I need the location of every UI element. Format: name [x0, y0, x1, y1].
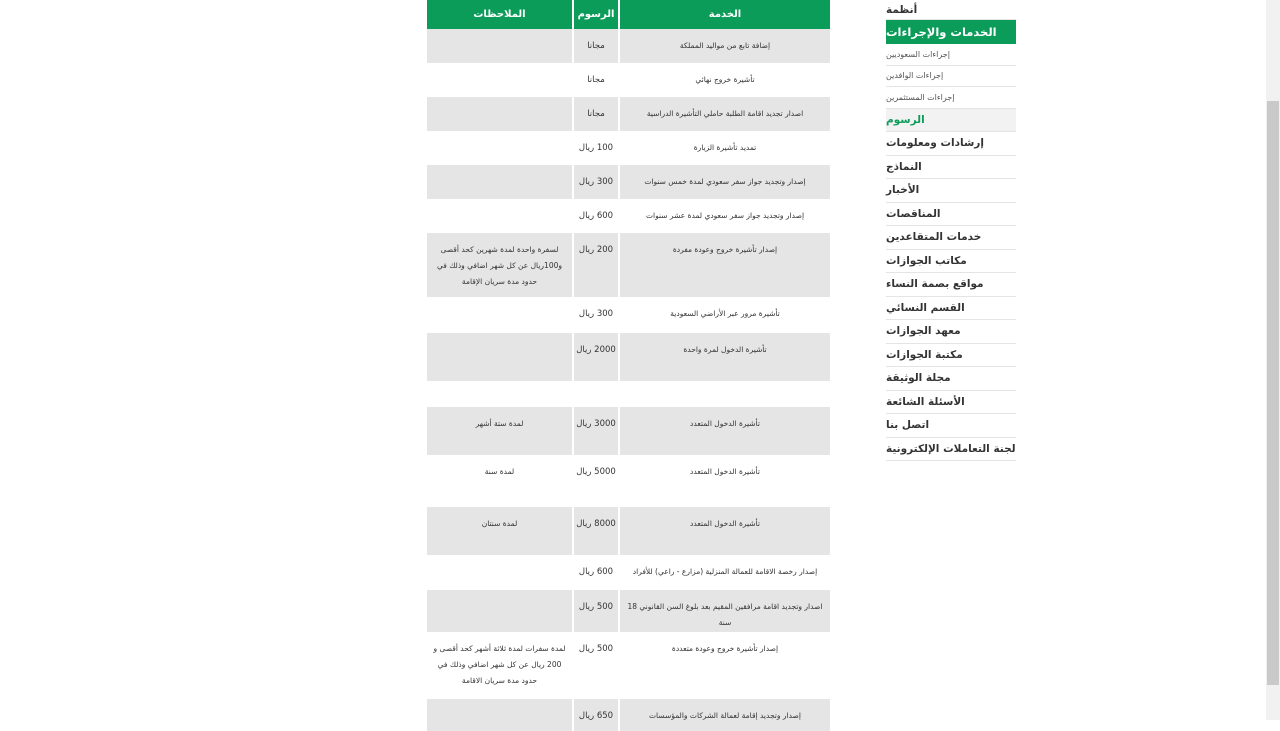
cell-fee: 650 ريال — [574, 699, 618, 731]
cell-notes — [427, 199, 572, 233]
cell-fee: 200 ريال — [574, 233, 618, 297]
cell-notes: لمدة سنتان — [427, 507, 572, 555]
cell-service: تأشيرة خروج نهائي — [695, 75, 755, 84]
subnav-item-saudi-procedures[interactable]: إجراءات السعوديين — [886, 44, 1016, 66]
cell-service: اصدار تجديد اقامة الطلبة حاملي التأشيرة الدراسية — [620, 97, 830, 131]
subnav-item-expat-procedures[interactable]: إجراءات الوافدين — [886, 66, 1016, 88]
nav-item-forms[interactable]: النماذج — [886, 156, 1016, 180]
cell-notes: لسفرة واحدة لمدة شهرين كحد أقصى و100ريال عن كل شهر اضافي وذلك في حدود مدة سريان الإقامة — [427, 233, 572, 297]
cell-fee: 100 ريال — [578, 143, 614, 153]
nav-item-retirees[interactable]: خدمات المتقاعدين — [886, 226, 1016, 250]
cell-fee: 8000 ريال — [574, 507, 618, 555]
table-row — [427, 507, 830, 555]
sidebar-nav — [886, 0, 1016, 461]
nav-item-e-transactions[interactable]: لجنة التعاملات الإلكترونية — [886, 438, 1016, 462]
cell-service: تأشيرة الدخول المتعدد — [690, 467, 760, 476]
cell-service: تأشيرة مرور عبر الأراضي السعودية — [670, 309, 780, 318]
cell-service: إصدار وتجديد إقامة لعمالة الشركات والمؤسسات — [620, 699, 830, 731]
cell-service: تأشيرة الدخول المتعدد — [620, 407, 830, 455]
cell-service: إصدار وتجديد جواز سفر سعودي لمدة عشر سنوات — [645, 211, 805, 220]
cell-notes — [427, 590, 572, 632]
scrollbar-thumb[interactable] — [1267, 101, 1279, 685]
cell-notes — [427, 381, 572, 407]
table-row — [427, 165, 830, 199]
cell-service: إصدار تأشيرة خروج وعودة متعددة — [671, 644, 779, 653]
cell-fee: مجانا — [587, 75, 605, 85]
header-fee: الرسوم — [574, 0, 618, 29]
header-notes: الملاحظات — [427, 0, 572, 29]
table-row — [427, 555, 830, 590]
cell-service: إصدار تأشيرة خروج وعودة مفردة — [620, 233, 830, 297]
table-row — [427, 199, 830, 233]
table-header-row — [427, 0, 830, 29]
table-row — [427, 131, 830, 165]
nav-item-guidance[interactable]: إرشادات ومعلومات — [886, 132, 1016, 156]
cell-fee: 300 ريال — [574, 165, 618, 199]
cell-notes — [427, 555, 572, 590]
cell-notes — [427, 63, 572, 97]
nav-item-institute[interactable]: معهد الجوازات — [886, 320, 1016, 344]
cell-fee: 500 ريال — [578, 644, 614, 654]
nav-item-library[interactable]: مكتبة الجوازات — [886, 344, 1016, 368]
cell-notes — [427, 97, 572, 131]
cell-notes — [427, 29, 572, 63]
table-row — [427, 455, 830, 507]
table-row — [427, 29, 830, 63]
table-row — [427, 97, 830, 131]
cell-service: تأشيرة الدخول المتعدد — [620, 507, 830, 555]
cell-service: تمديد تأشيرة الزيارة — [693, 143, 757, 152]
cell-fee: 2000 ريال — [574, 333, 618, 381]
cell-notes: لمدة سفرات لمدة ثلاثة أشهر كحد أقصى و 200 ريال عن كل شهر اضافي وذلك في حدود مدة سريان الاقامة — [433, 644, 566, 685]
cell-notes — [427, 131, 572, 165]
table-row — [427, 590, 830, 632]
subnav-item-investor-procedures[interactable]: إجراءات المستثمرين — [886, 87, 1016, 109]
cell-notes: لمدة ستة أشهر — [427, 407, 572, 455]
cell-fee: 5000 ريال — [576, 467, 616, 477]
cell-notes: لمدة سنة — [484, 467, 515, 476]
cell-fee: 600 ريال — [578, 211, 614, 221]
cell-fee: مجانا — [574, 97, 618, 131]
table-row — [427, 233, 830, 297]
table-row — [427, 297, 830, 333]
header-service: الخدمة — [620, 0, 830, 29]
nav-item-fees[interactable]: الرسوم — [886, 109, 1016, 133]
cell-notes — [427, 699, 572, 731]
nav-item-magazine[interactable]: مجلة الوثيقة — [886, 367, 1016, 391]
cell-fee: 500 ريال — [574, 590, 618, 632]
page-scrollbar[interactable] — [1266, 0, 1280, 720]
cell-service: إصدار رخصة الاقامة للعمالة المنزلية (مزارع - راعي) للأفراد — [632, 567, 818, 576]
cell-service: إضافة تابع من مواليد المملكة — [620, 29, 830, 63]
table-row — [427, 333, 830, 381]
nav-item-news[interactable]: الأخبار — [886, 179, 1016, 203]
cell-fee: 600 ريال — [578, 567, 614, 577]
cell-fee: 300 ريال — [578, 309, 614, 319]
cell-notes — [427, 297, 572, 333]
nav-item-faq[interactable]: الأسئلة الشائعة — [886, 391, 1016, 415]
cell-notes — [427, 165, 572, 199]
nav-item-services-procedures[interactable]: الخدمات والإجراءات — [886, 20, 1016, 44]
table-row — [427, 63, 830, 97]
cell-fee: 3000 ريال — [574, 407, 618, 455]
nav-item-women-fingerprint[interactable]: مواقع بصمة النساء — [886, 273, 1016, 297]
nav-item-contact[interactable]: اتصل بنا — [886, 414, 1016, 438]
cell-fee: مجانا — [574, 29, 618, 63]
fees-table — [425, 0, 832, 731]
cell-service: إصدار وتجديد جواز سفر سعودي لمدة خمس سنوات — [620, 165, 830, 199]
cell-service: تأشيرة الدخول لمرة واحدة — [620, 333, 830, 381]
cell-service: اصدار وتجديد اقامة مرافقين المقيم بعد بلوغ السن القانوني 18 سنة — [620, 590, 830, 632]
cell-service — [620, 381, 830, 407]
nav-item-women-section[interactable]: القسم النسائي — [886, 297, 1016, 321]
table-row — [427, 407, 830, 455]
table-row — [427, 381, 830, 407]
table-row — [427, 632, 830, 699]
table-row — [427, 699, 830, 731]
nav-item-offices[interactable]: مكاتب الجوازات — [886, 250, 1016, 274]
cell-fee — [574, 381, 618, 407]
nav-item-systems[interactable]: أنظمة — [886, 0, 1016, 20]
cell-notes — [427, 333, 572, 381]
nav-item-tenders[interactable]: المناقصات — [886, 203, 1016, 227]
